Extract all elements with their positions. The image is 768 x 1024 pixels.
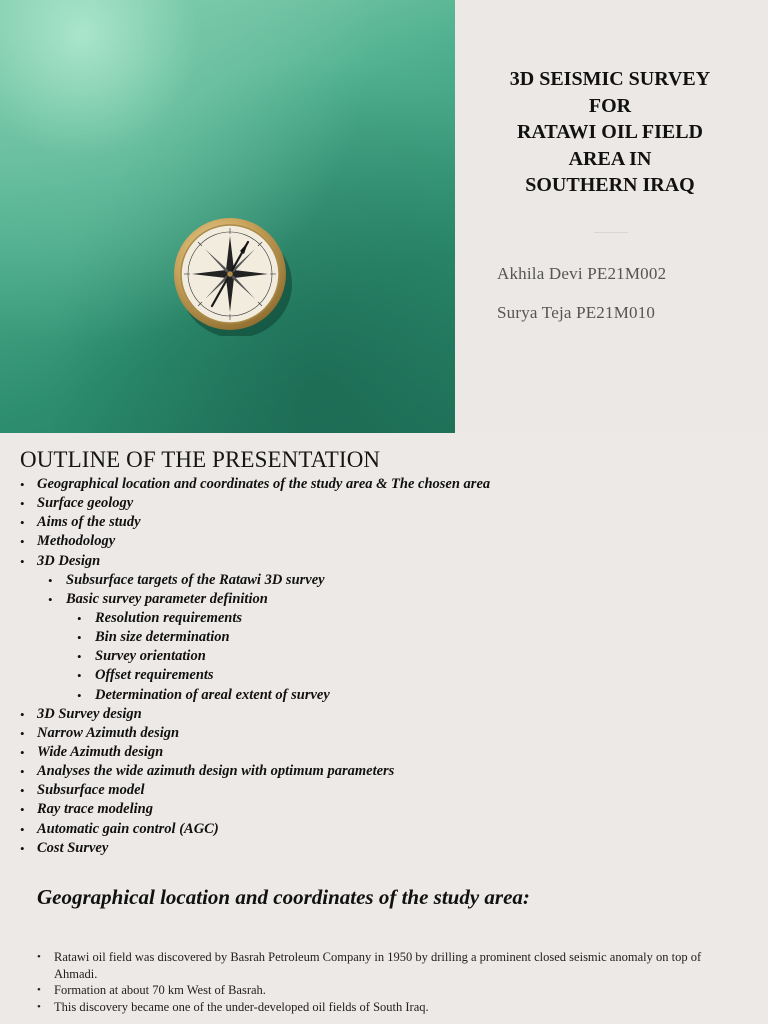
bullet-icon: •: [20, 706, 25, 722]
bullet-icon: •: [77, 649, 82, 665]
outline-title: OUTLINE OF THE PRESENTATION: [20, 447, 381, 472]
title-line: 3D SEISMIC SURVEY: [509, 68, 711, 90]
outline-item: [0, 628, 768, 647]
bullet-icon: •: [77, 630, 82, 646]
outline-item-text: 3D Design: [37, 552, 101, 569]
title-slide: [0, 0, 768, 433]
outline-item: [0, 743, 768, 762]
bullet-icon: •: [20, 496, 25, 512]
outline-item: [0, 666, 768, 685]
outline-item: [0, 820, 768, 839]
outline-list: [0, 475, 768, 858]
section-item-text: Ratawi oil field was discovered by Basrah Petroleum Company in 1950 by drilling a prominent closed seismic anomaly on top of Ahmadi.: [54, 950, 702, 981]
outline-item: [0, 800, 768, 819]
author-name: Akhila Devi PE21M002: [497, 264, 667, 283]
bullet-icon: •: [37, 984, 41, 996]
bullet-icon: •: [20, 840, 25, 856]
section-body-list: [0, 949, 768, 1015]
outline-item-text: Ray trace modeling: [37, 801, 153, 818]
bullet-icon: •: [48, 591, 53, 607]
outline-item-text: Survey orientation: [95, 648, 206, 665]
bullet-icon: •: [20, 553, 25, 569]
bullet-icon: •: [77, 687, 82, 703]
title-line: AREA IN: [568, 147, 652, 170]
presentation-title: [470, 66, 750, 199]
bullet-icon: •: [20, 534, 25, 550]
outline-item: [0, 513, 768, 532]
section-heading: Geographical location and coordinates of the study area:: [37, 885, 530, 909]
outline-item: [0, 590, 768, 609]
section-item: [0, 982, 768, 999]
bullet-icon: •: [37, 951, 41, 963]
outline-item: [0, 532, 768, 551]
outline-item-text: Bin size determination: [95, 629, 230, 646]
outline-item: [0, 609, 768, 628]
compass-photo: [0, 0, 455, 433]
bullet-icon: •: [20, 744, 25, 760]
title-line: SOUTHERN IRAQ: [525, 174, 695, 196]
outline-item-text: Methodology: [37, 533, 116, 550]
outline-item: [0, 571, 768, 590]
outline-item-text: Geographical location and coordinates of the study area & The chosen area: [37, 476, 491, 492]
outline-item: [0, 475, 768, 494]
outline-item: [0, 781, 768, 800]
title-divider: [594, 232, 628, 233]
author-name: Surya Teja PE21M010: [497, 303, 656, 322]
outline-item-text: Analyses the wide azimuth design with optimum parameters: [37, 763, 395, 780]
outline-item-text: Determination of areal extent of survey: [95, 686, 330, 703]
section-item: [0, 949, 768, 982]
outline-item-text: Cost Survey: [37, 839, 109, 856]
bullet-icon: •: [20, 725, 25, 741]
bullet-icon: •: [20, 515, 25, 531]
compass-icon: [170, 214, 292, 336]
outline-item: [0, 839, 768, 858]
bullet-icon: •: [77, 668, 82, 684]
bullet-icon: •: [77, 610, 82, 626]
section-item: [0, 999, 768, 1016]
outline-item-text: Subsurface targets of the Ratawi 3D survey: [66, 571, 325, 588]
outline-item-text: Surface geology: [37, 495, 134, 512]
bullet-icon: •: [20, 802, 25, 818]
outline-item: [0, 686, 768, 705]
title-line: FOR: [588, 94, 632, 117]
outline-item-text: Wide Azimuth design: [37, 743, 164, 760]
outline-item: [0, 647, 768, 666]
outline-item-text: Basic survey parameter definition: [66, 590, 268, 607]
bullet-icon: •: [37, 1000, 41, 1013]
outline-item-text: Aims of the study: [37, 514, 141, 531]
section-item-text: Formation at about 70 km West of Basrah.: [54, 983, 266, 997]
outline-item-text: Resolution requirements: [95, 609, 243, 626]
bullet-icon: •: [20, 477, 25, 492]
bullet-icon: •: [20, 821, 25, 837]
title-line: RATAWI OIL FIELD: [517, 121, 703, 143]
bullet-icon: •: [48, 572, 53, 588]
outline-item: [0, 762, 768, 781]
bullet-icon: •: [20, 764, 25, 780]
outline-item-text: Narrow Azimuth design: [37, 724, 180, 741]
section-item-text: This discovery became one of the under-developed oil fields of South Iraq.: [54, 999, 429, 1014]
outline-item: [0, 705, 768, 724]
outline-item-text: Offset requirements: [95, 667, 214, 684]
bullet-icon: •: [20, 783, 25, 799]
outline-slide: [0, 433, 768, 1024]
outline-item: [0, 552, 768, 571]
outline-item: [0, 724, 768, 743]
outline-item-text: Subsurface model: [37, 782, 145, 799]
outline-item: [0, 494, 768, 513]
outline-item-text: Automatic gain control (AGC): [37, 820, 219, 837]
outline-item-text: 3D Survey design: [37, 705, 142, 722]
